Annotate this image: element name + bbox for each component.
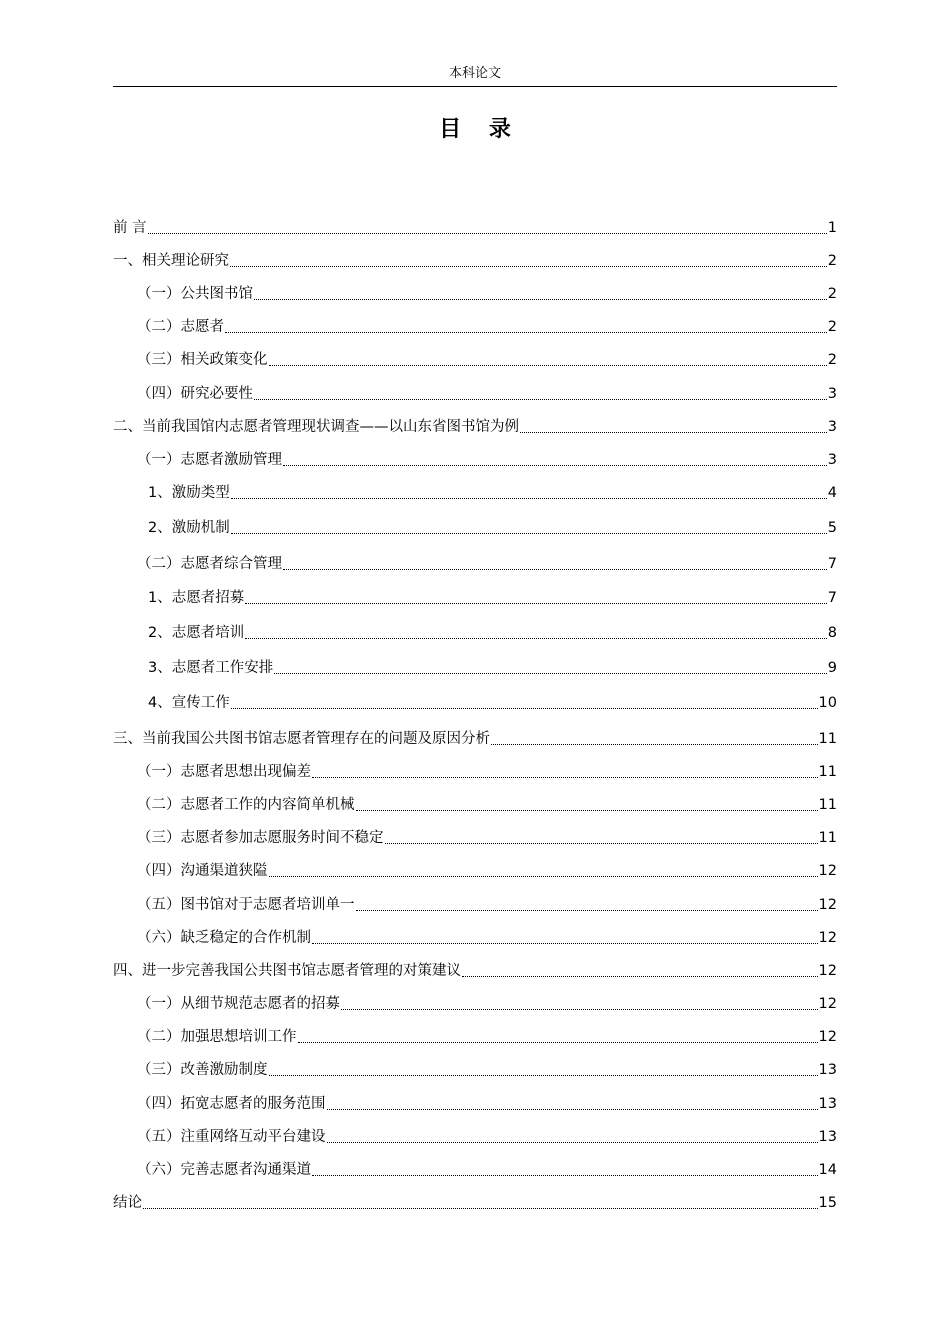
toc-entry-label: （一）公共图书馆 bbox=[137, 286, 253, 302]
toc-entry-label: 前 言 bbox=[113, 220, 147, 236]
toc-entry[interactable] bbox=[137, 857, 837, 881]
toc-dot-leader bbox=[312, 1175, 818, 1176]
toc-page-number: 12 bbox=[818, 963, 837, 979]
toc-dot-leader bbox=[269, 876, 818, 877]
toc-dot-leader bbox=[327, 1109, 818, 1110]
toc-dot-leader bbox=[269, 365, 827, 366]
toc-entry[interactable] bbox=[137, 1156, 837, 1180]
toc-page-number: 12 bbox=[818, 1029, 837, 1045]
toc-dot-leader bbox=[356, 910, 818, 911]
toc-dot-leader bbox=[245, 638, 827, 639]
toc-entry[interactable] bbox=[137, 791, 837, 815]
header-rule bbox=[113, 86, 837, 87]
toc-dot-leader bbox=[356, 810, 818, 811]
toc-entry-label: 3、志愿者工作安排 bbox=[148, 660, 274, 676]
toc-dot-leader bbox=[231, 708, 818, 709]
toc-entry[interactable] bbox=[137, 1056, 837, 1080]
toc-page-number: 13 bbox=[818, 1096, 837, 1112]
toc-entry-label: （二）加强思想培训工作 bbox=[137, 1029, 297, 1045]
toc-page-number: 13 bbox=[818, 1062, 837, 1078]
toc-page-number: 3 bbox=[827, 386, 837, 402]
toc-dot-leader bbox=[231, 533, 827, 534]
toc-entry-label: （一）志愿者思想出现偏差 bbox=[137, 764, 311, 780]
toc-page-number: 11 bbox=[818, 731, 837, 747]
toc-entry[interactable] bbox=[148, 584, 837, 608]
toc-page-number: 3 bbox=[827, 452, 837, 468]
toc-entry-label: 1、志愿者招募 bbox=[148, 590, 245, 606]
toc-dot-leader bbox=[254, 399, 827, 400]
toc-entry-label: 1、激励类型 bbox=[148, 485, 230, 501]
toc-page-number: 7 bbox=[827, 556, 837, 572]
toc-dot-leader bbox=[254, 299, 827, 300]
toc-dot-leader bbox=[225, 332, 827, 333]
toc-page-number: 2 bbox=[827, 319, 837, 335]
toc-entry-label: （五）图书馆对于志愿者培训单一 bbox=[137, 897, 355, 913]
toc-entry[interactable] bbox=[137, 380, 837, 404]
toc-entry[interactable] bbox=[137, 758, 837, 782]
toc-entry[interactable] bbox=[137, 280, 837, 304]
toc-entry[interactable] bbox=[113, 957, 837, 981]
toc-page-number: 1 bbox=[827, 220, 837, 236]
toc-entry-label: （二）志愿者 bbox=[137, 319, 224, 335]
toc-entry[interactable] bbox=[137, 346, 837, 370]
toc-page-number: 11 bbox=[818, 764, 837, 780]
toc-entry-label: 结论 bbox=[113, 1195, 142, 1211]
toc-page-number: 14 bbox=[818, 1162, 837, 1178]
toc-entry-label: （二）志愿者综合管理 bbox=[137, 556, 282, 572]
toc-entry[interactable] bbox=[137, 891, 837, 915]
toc-entry-label: 二、当前我国馆内志愿者管理现状调查——以山东省图书馆为例 bbox=[113, 419, 519, 435]
toc-dot-leader bbox=[298, 1042, 818, 1043]
toc-title: 目 录 bbox=[439, 117, 521, 142]
toc-entry[interactable] bbox=[137, 1090, 837, 1114]
toc-entry[interactable] bbox=[137, 924, 837, 948]
toc-entry[interactable] bbox=[148, 619, 837, 643]
toc-entry[interactable] bbox=[137, 1023, 837, 1047]
toc-entry-label: 4、宣传工作 bbox=[148, 695, 230, 711]
toc-page-number: 2 bbox=[827, 253, 837, 269]
toc-page-number: 12 bbox=[818, 930, 837, 946]
toc-entry[interactable] bbox=[148, 514, 837, 538]
toc-page-number: 12 bbox=[818, 897, 837, 913]
toc-dot-leader bbox=[230, 266, 827, 267]
toc-entry-label: 四、进一步完善我国公共图书馆志愿者管理的对策建议 bbox=[113, 963, 461, 979]
toc-page-number: 10 bbox=[818, 695, 837, 711]
toc-entry[interactable] bbox=[137, 313, 837, 337]
toc-entry-label: （一）志愿者激励管理 bbox=[137, 452, 282, 468]
toc-entry[interactable] bbox=[113, 247, 837, 271]
toc-page-number: 11 bbox=[818, 830, 837, 846]
toc-dot-leader bbox=[283, 569, 827, 570]
toc-entry-label: （五）注重网络互动平台建设 bbox=[137, 1129, 326, 1145]
toc-entry[interactable] bbox=[137, 550, 837, 574]
toc-entry-label: 一、相关理论研究 bbox=[113, 253, 229, 269]
toc-dot-leader bbox=[520, 432, 827, 433]
toc-entry-label: （一）从细节规范志愿者的招募 bbox=[137, 996, 340, 1012]
toc-page-number: 2 bbox=[827, 286, 837, 302]
toc-dot-leader bbox=[312, 943, 818, 944]
toc-page-number: 7 bbox=[827, 590, 837, 606]
toc-page-number: 4 bbox=[827, 485, 837, 501]
toc-entry-label: （六）完善志愿者沟通渠道 bbox=[137, 1162, 311, 1178]
toc-dot-leader bbox=[341, 1009, 818, 1010]
toc-page-number: 12 bbox=[818, 996, 837, 1012]
toc-entry-label: （六）缺乏稳定的合作机制 bbox=[137, 930, 311, 946]
running-header: 本科论文 bbox=[448, 66, 501, 81]
toc-dot-leader bbox=[283, 465, 827, 466]
toc-page-number: 9 bbox=[827, 660, 837, 676]
toc-page-number: 15 bbox=[818, 1195, 837, 1211]
toc-entry[interactable] bbox=[148, 689, 837, 713]
toc-dot-leader bbox=[274, 673, 827, 674]
toc-entry-label: （四）拓宽志愿者的服务范围 bbox=[137, 1096, 326, 1112]
toc-entry[interactable] bbox=[137, 824, 837, 848]
toc-entry[interactable] bbox=[148, 654, 837, 678]
toc-dot-leader bbox=[269, 1075, 818, 1076]
toc-entry-label: （三）相关政策变化 bbox=[137, 352, 268, 368]
toc-page-number: 5 bbox=[827, 520, 837, 536]
toc-page-number: 2 bbox=[827, 352, 837, 368]
toc-entry-label: （三）改善激励制度 bbox=[137, 1062, 268, 1078]
toc-entry[interactable] bbox=[137, 1123, 837, 1147]
toc-page-number: 8 bbox=[827, 625, 837, 641]
toc-dot-leader bbox=[327, 1142, 818, 1143]
toc-entry[interactable] bbox=[148, 479, 837, 503]
toc-page-number: 11 bbox=[818, 797, 837, 813]
toc-page-number: 12 bbox=[818, 863, 837, 879]
toc-entry[interactable] bbox=[113, 725, 837, 749]
toc-entry-label: （三）志愿者参加志愿服务时间不稳定 bbox=[137, 830, 384, 846]
toc-dot-leader bbox=[231, 498, 827, 499]
toc-entry[interactable] bbox=[137, 990, 837, 1014]
toc-page-number: 3 bbox=[827, 419, 837, 435]
toc-dot-leader bbox=[148, 233, 827, 234]
toc-dot-leader bbox=[312, 777, 818, 778]
toc-entry-label: （四）研究必要性 bbox=[137, 386, 253, 402]
toc-entry-label: （四）沟通渠道狭隘 bbox=[137, 863, 268, 879]
toc-dot-leader bbox=[143, 1208, 818, 1209]
toc-entry-label: 三、当前我国公共图书馆志愿者管理存在的问题及原因分析 bbox=[113, 731, 490, 747]
toc-entry-label: 2、志愿者培训 bbox=[148, 625, 245, 641]
toc-dot-leader bbox=[245, 603, 827, 604]
toc-entry[interactable] bbox=[113, 413, 837, 437]
toc-dot-leader bbox=[491, 744, 818, 745]
toc-dot-leader bbox=[462, 976, 818, 977]
toc-dot-leader bbox=[385, 843, 818, 844]
toc-page-number: 13 bbox=[818, 1129, 837, 1145]
toc-entry[interactable] bbox=[113, 214, 837, 238]
toc-entry[interactable] bbox=[137, 446, 837, 470]
toc-entry-label: （二）志愿者工作的内容简单机械 bbox=[137, 797, 355, 813]
toc-entry[interactable] bbox=[113, 1189, 837, 1213]
toc-entry-label: 2、激励机制 bbox=[148, 520, 230, 536]
